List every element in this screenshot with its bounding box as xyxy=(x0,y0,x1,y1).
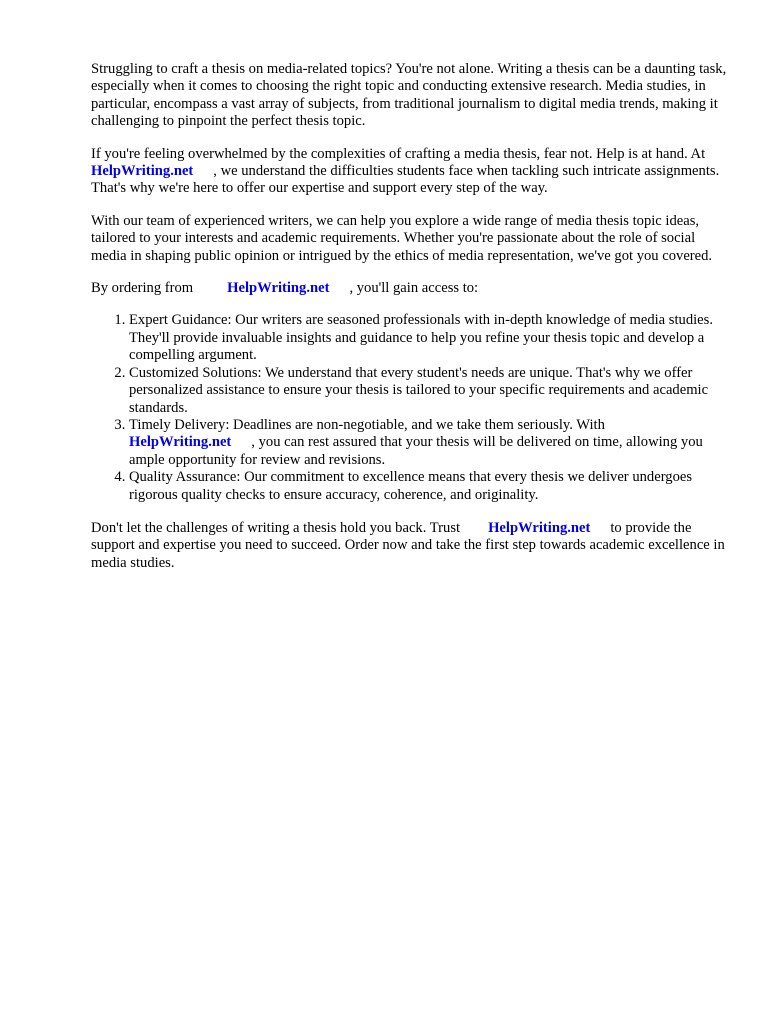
intro-paragraph: Struggling to craft a thesis on media-related topics? You're not alone. Writing a thesis can be a daunting task, especially when it comes to choosing the right topic and conducting extensive research. Media studies, in particular, encompass a vast array of subjects, from traditional journalism to digital media trends, making it challenging to pinpoint the perfect thesis topic. xyxy=(91,61,727,130)
help-paragraph xyxy=(91,146,731,198)
ordering-paragraph-text-before: By ordering from xyxy=(91,280,194,297)
list-item xyxy=(129,469,731,504)
list-item xyxy=(129,417,731,469)
ordering-paragraph-text-after: , you'll gain access to: xyxy=(349,280,479,297)
document-page xyxy=(91,61,731,587)
list-item-text: Customized Solutions: We understand that every student's needs are unique. That's why we offer personalized assistance to ensure your thesis is tailored to your specific requirements and academic standards. xyxy=(129,364,709,416)
list-item xyxy=(129,312,731,364)
list-item-text: Quality Assurance: Our commitment to excellence means that every thesis we deliver undergoes rigorous quality checks to ensure accuracy, coherence, and originality. xyxy=(129,469,693,503)
list-item-text-after: , you can rest assured that your thesis will be delivered on time, allowing you ample opportunity for review and revisions. xyxy=(129,434,703,468)
team-paragraph: With our team of experienced writers, we can help you explore a wide range of media thesis topic ideas, tailored to your interests and academic requirements. Whether you're passionate about the role of social media in shaping public opinion or intrigued by the ethics of media representation, we've got you covered. xyxy=(91,212,713,264)
ordering-paragraph xyxy=(91,280,731,297)
help-paragraph-text-after: , we understand the difficulties students face when tackling such intricate assignments. That's why we're here to offer our expertise and support every step of the way. xyxy=(91,163,720,197)
list-item xyxy=(129,365,731,417)
helpwriting-link[interactable]: HelpWriting.net xyxy=(488,519,591,536)
list-item-text-before: Timely Delivery: Deadlines are non-negotiable, and we take them seriously. With xyxy=(129,416,605,433)
helpwriting-link[interactable]: HelpWriting.net xyxy=(91,163,194,180)
help-paragraph-text-before: If you're feeling overwhelmed by the complexities of crafting a media thesis, fear not. Help is at hand. At xyxy=(91,145,706,162)
closing-paragraph xyxy=(91,520,731,572)
benefits-list xyxy=(91,312,731,503)
helpwriting-link[interactable]: HelpWriting.net xyxy=(227,280,330,297)
list-item-text: Expert Guidance: Our writers are seasoned professionals with in-depth knowledge of media studies. They'll provide invaluable insights and guidance to help you refine your thesis topic and develop a compelling argument. xyxy=(129,312,713,364)
closing-paragraph-text-before: Don't let the challenges of writing a thesis hold you back. Trust xyxy=(91,519,461,536)
helpwriting-link[interactable]: HelpWriting.net xyxy=(129,434,232,451)
closing-paragraph-text-after: to provide the support and expertise you need to succeed. Order now and take the first step towards academic excellence in media studies. xyxy=(91,519,725,571)
